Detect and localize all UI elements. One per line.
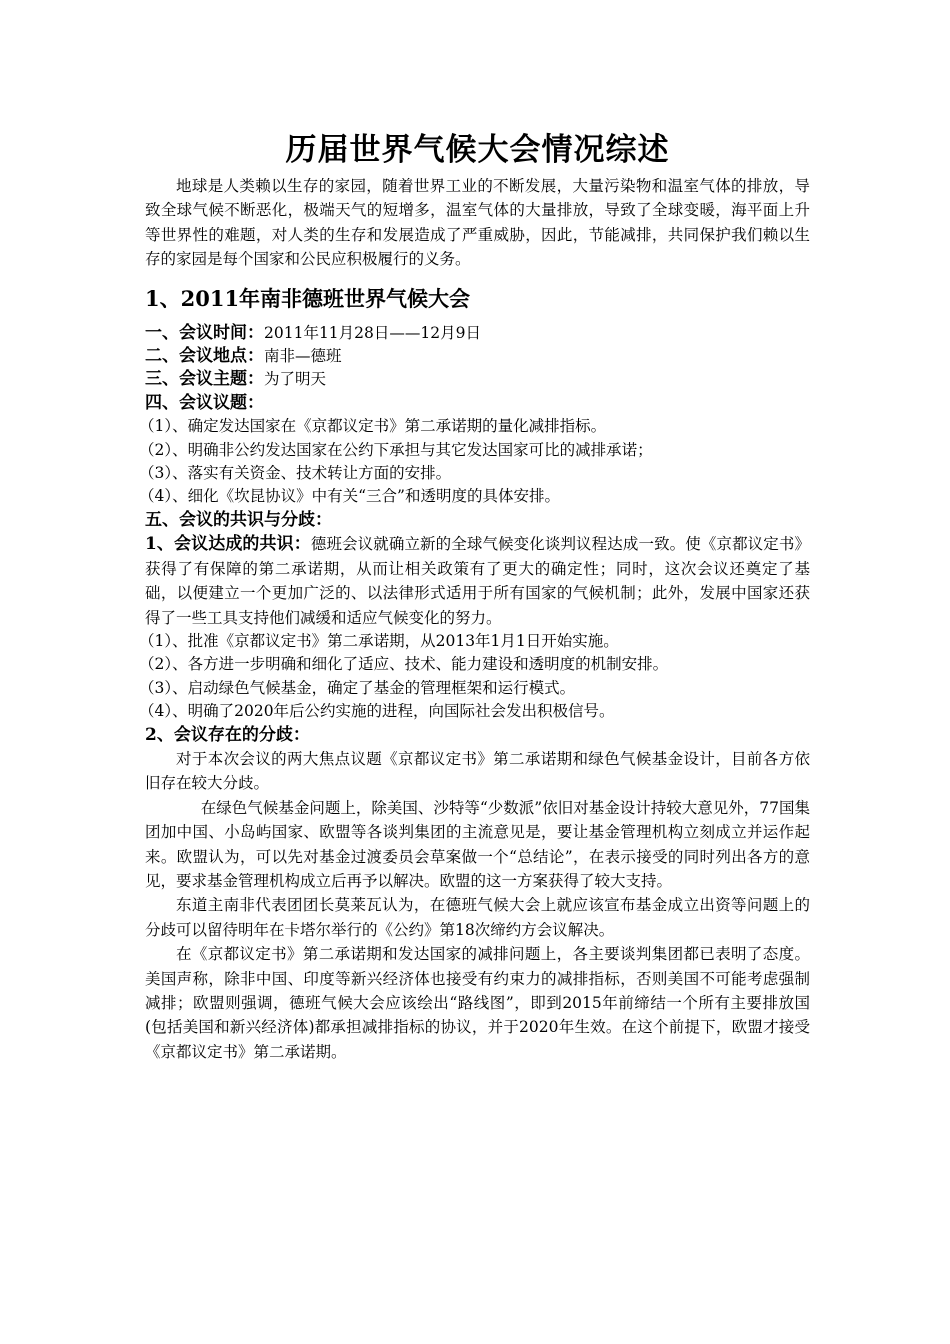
divergence-paragraph: 对于本次会议的两大焦点议题《京都议定书》第二承诺期和绿色气候基金设计，目前各方依旧存在较大分歧。 [145, 749, 810, 793]
consensus-heading: 五、会议的共识与分歧： [145, 509, 332, 530]
topics-heading: 四、会议议题： [145, 392, 264, 413]
topic-item: （1）、确定发达国家在《京都议定书》第二承诺期的量化减排指标。 [139, 417, 607, 436]
document-title: 历届世界气候大会情况综述 [285, 132, 670, 168]
divergence-paragraph: 在《京都议定书》第二承诺期和发达国家的减排问题上，各主要谈判集团都已表明了态度。美国声称，除非中国、印度等新兴经济体也接受有约束力的减排指标，否则美国不可能考虑强制减排；欧盟则强调，德班气候大会应该绘出“路线图”，即到2015年前缔结一个所有主要排放国(包括美国和新兴经济体)都承担减排指标的协议，并于2020年生效。在这个前提下，欧盟才接受《京都议定书》第二承诺期。 [145, 945, 810, 1061]
meeting-place-value: 南非—德班 [264, 347, 342, 366]
meeting-place-label: 二、会议地点： [145, 346, 264, 367]
intro-paragraph: 地球是人类赖以生存的家园，随着世界工业的不断发展，大量污染物和温室气体的排放，导致全球气候不断恶化，极端天气的短增多，温室气体的大量排放，导致了全球变暖，海平面上升等世界性的难题，对人类的生存和发展造成了严重威胁，因此，节能减排，共同保护我们赖以生存的家园是每个国家和公民应积极履行的义务。 [145, 177, 810, 269]
section-title: 1、2011年南非德班世界气候大会 [145, 285, 471, 311]
agreement-item: （3）、启动绿色气候基金，确定了基金的管理框架和运行模式。 [139, 678, 576, 697]
meeting-theme [145, 368, 810, 391]
document-page [139, 128, 810, 1064]
meeting-time-label: 一、会议时间： [145, 322, 264, 343]
topic-item: （4）、细化《坎昆协议》中有关“三合”和透明度的具体安排。 [139, 487, 560, 506]
meeting-theme-label: 三、会议主题： [145, 369, 264, 390]
agreement-paragraph [145, 532, 810, 630]
agreement-item: （1）、批准《京都议定书》第二承诺期，从2013年1月1日开始实施。 [139, 631, 619, 650]
topic-item: （2）、明确非公约发达国家在公约下承担与其它发达国家可比的减排承诺； [139, 440, 653, 459]
agreement-item: （4）、明确了2020年后公约实施的进程，向国际社会发出积极信号。 [139, 702, 615, 721]
agreement-text: 德班会议就确立新的全球气候变化谈判议程达成一致。使《京都议定书》获得了有保障的第二承诺期，从而让相关政策有了更大的确定性；同时，这次会议还奠定了基础，以便建立一个更加广泛的、以法律形式适用于所有国家的气候机制；此外，发展中国家还获得了一些工具支持他们减缓和适应气候变化的努力。 [145, 535, 810, 627]
divergence-paragraph: 在绿色气候基金问题上，除美国、沙特等“少数派”依旧对基金设计持较大意见外，77国集团加中国、小岛屿国家、欧盟等各谈判集团的主流意见是，要让基金管理机构立刻成立并运作起来。欧盟认为，可以先对基金过渡委员会草案做一个“总结论”，在表示接受的同时列出各方的意见，要求基金管理机构成立后再予以解决。欧盟的这一方案获得了较大支持。 [145, 798, 810, 890]
agreement-label: 1、会议达成的共识： [145, 534, 311, 555]
meeting-time-value: 2011年11月28日——12月9日 [264, 323, 481, 342]
meeting-place [145, 345, 810, 368]
divergence-heading: 2、会议存在的分歧： [145, 724, 310, 745]
topic-item: （3）、落实有关资金、技术转让方面的安排。 [139, 464, 452, 483]
meeting-theme-value: 为了明天 [264, 370, 327, 389]
meeting-time [145, 322, 810, 345]
agreement-item: （2）、各方进一步明确和细化了适应、技术、能力建设和透明度的机制安排。 [139, 655, 669, 674]
divergence-paragraph: 东道主南非代表团团长莫莱瓦认为，在德班气候大会上就应该宣布基金成立出资等问题上的分歧可以留待明年在卡塔尔举行的《公约》第18次缔约方会议解决。 [145, 896, 810, 939]
